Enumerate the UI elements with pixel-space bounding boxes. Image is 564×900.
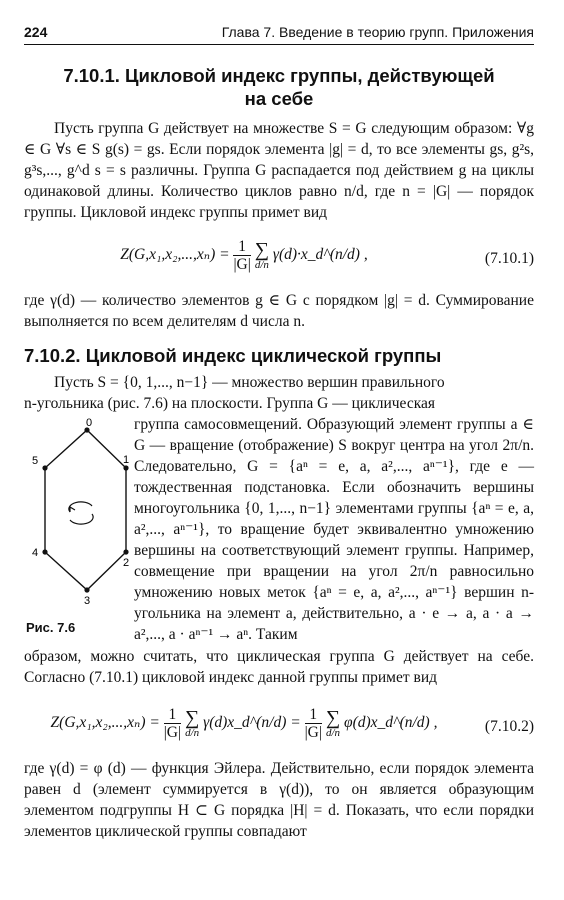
- section-title-line1: 7.10.1. Цикловой индекс группы, действующей: [63, 65, 495, 86]
- paragraph-3-line2: n-угольника (рис. 7.6) на плоскости. Группа G — циклическая: [24, 395, 436, 412]
- paragraph-1: Пусть группа G действует на множестве S = G следующим образом: ∀g ∈ G ∀s ∈ S g(s) = gs. Если порядок элемента |g| = d, то все элементы gs, g²s, g³s,..., g^d s = s различны. Группа G распадается под действием g на циклы одинаковой длины. Количество циклов равно n/d, где n = |G| — порядок группы. Цикловой индекс группы примет вид: [24, 120, 534, 221]
- paragraph-3-line1: Пусть S = {0, 1,..., n−1} — множество вершин правильного: [54, 374, 445, 391]
- vertex-label-5: 5: [32, 455, 39, 467]
- formula-rhs: γ(d)·x_d^(n/d) ,: [272, 246, 368, 264]
- vertex-label-2: 2: [123, 557, 130, 569]
- formula-7-10-2: [24, 706, 534, 752]
- figure-hexagon: [24, 412, 134, 612]
- formula2-number: (7.10.2): [484, 718, 534, 735]
- paragraph-3-full: образом, можно считать, что циклическая группа G действует на себе. Согласно (7.10.1) цикловой индекс данной группы примет вид: [24, 648, 534, 686]
- header-rule: [24, 44, 534, 45]
- vertex-label-0: 0: [86, 417, 93, 429]
- section-title-7-10-1: [24, 64, 534, 110]
- vertex-label-4: 4: [32, 547, 39, 559]
- formula-fraction: $\frac{1}{|G|}$: [233, 238, 251, 273]
- formula2-lhs: Z(G,x₁,x₂,...,xₙ) =: [50, 714, 160, 732]
- paragraph-2: где γ(d) — количество элементов g ∈ G с порядком |g| = d. Суммирование выполняется по всем делителям d числа n.: [24, 292, 534, 330]
- running-title: Глава 7. Введение в теорию групп. Приложения: [221, 24, 534, 40]
- vertex-label-1: 1: [123, 454, 130, 466]
- running-header: [24, 22, 534, 46]
- figure-caption: Рис. 7.6: [26, 620, 76, 635]
- formula2-fraction-2: $\frac{1}{|G|}$: [304, 706, 322, 741]
- page-number: 224: [24, 24, 48, 40]
- section-title-7-10-2: 7.10.2. Цикловой индекс циклической группы: [24, 345, 442, 366]
- sum-symbol-2: ∑ d/n: [325, 707, 341, 739]
- hexagon-diagram: [24, 412, 134, 612]
- formula2-rhs: φ(d)x_d^(n/d) ,: [344, 714, 438, 732]
- paragraph-3-column: группа самосовмещений. Образующий элемент группы a ∈ G — вращение (отображение) S вокруг центра на угол 2π/n. Следовательно, G = {aⁿ = e, a, a²,..., aⁿ⁻¹}, где e — тождественная подстановка. Если обозначить вершины многоугольника {0, 1,..., n−1} элементами группы {aⁿ = e, a, a²,..., aⁿ⁻¹}, то вращение будет эквивалентно умножению вершины на соответствующий элемент группы. Например, совмещение при вращении на угол 2π/n равносильно умножению новых меток {aⁿ = e, a, a²,..., aⁿ⁻¹} вершин n-угольника на элемент a, действительно, a · e → a, a · a → a²,..., a · aⁿ⁻¹ → aⁿ. Таким: [134, 416, 534, 643]
- vertex-label-3: 3: [84, 595, 91, 607]
- section-title-line2: на себе: [244, 88, 314, 109]
- sum-symbol: ∑ d/n: [254, 239, 269, 271]
- formula2-fraction-1: $\frac{1}{|G|}$: [163, 706, 182, 741]
- sum-symbol-1: ∑ d/n: [184, 707, 200, 739]
- formula-7-10-1: [24, 238, 534, 284]
- paragraph-4: где γ(d) = φ (d) — функция Эйлера. Действительно, если порядок элемента равен d (элемент суммируется в γ(d)), то он является образующим элементом подгруппы H ⊂ G порядка |H| = d. Показать, что если порядки элементов циклической группы совпадают: [24, 760, 534, 840]
- formula-number: (7.10.1): [484, 250, 534, 267]
- formula-lhs: Z(G,x₁,x₂,...,xₙ) =: [120, 246, 230, 264]
- formula2-mid: γ(d)x_d^(n/d) =: [203, 714, 301, 732]
